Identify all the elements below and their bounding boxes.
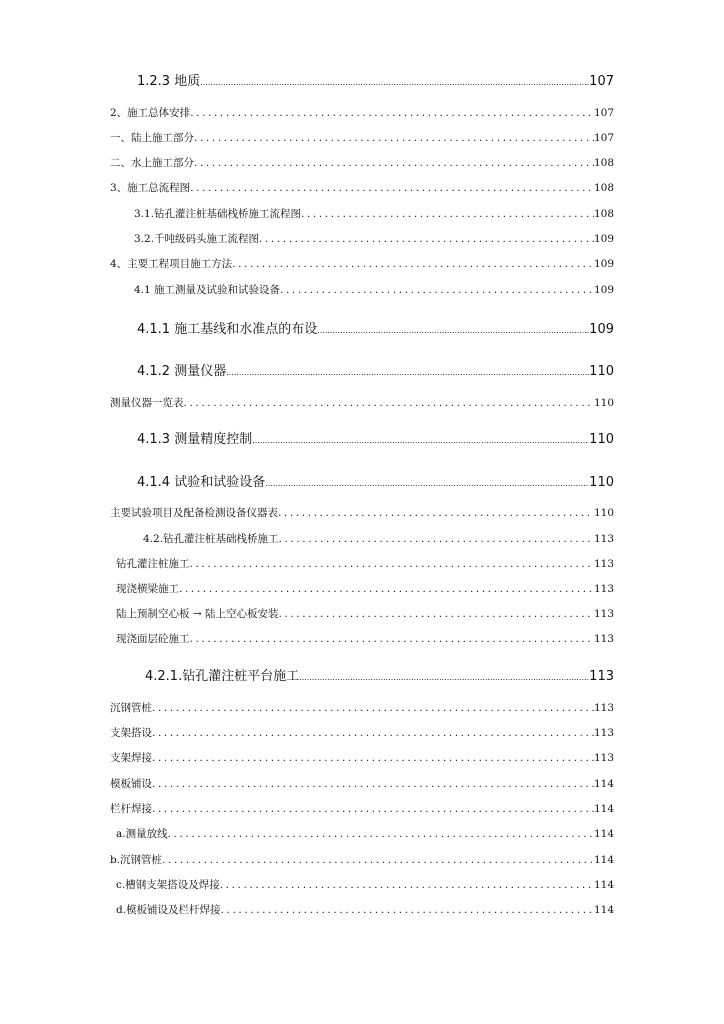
toc-leader — [152, 702, 594, 714]
toc-entry-title: b.沉钢管桩 — [110, 854, 163, 866]
toc-entry-page: 113 — [593, 752, 614, 764]
toc-entry-title: 支架搭设 — [110, 727, 152, 739]
toc-leader — [184, 397, 594, 409]
toc-entry — [143, 531, 614, 546]
toc-leader — [179, 583, 594, 595]
toc-entry-title: 3、施工总流程图 — [110, 182, 191, 194]
toc-entry-title: 3.1.钻孔灌注桩基础栈桥施工流程图 — [134, 208, 302, 220]
toc-entry — [116, 902, 614, 917]
toc-entry-page: 114 — [593, 854, 614, 866]
toc-entry-page: 114 — [593, 904, 614, 916]
toc-entry — [134, 206, 614, 221]
toc-entry-page: 114 — [593, 828, 614, 840]
toc-leader — [280, 284, 594, 296]
toc-entry-page: 110 — [593, 397, 614, 409]
toc-entry-title: c.槽钢支架搭设及焊接 — [116, 879, 220, 891]
toc-entry-page: 113 — [593, 727, 614, 739]
toc-entry-title: d.模板铺设及栏杆焊接 — [116, 904, 221, 916]
toc-entry-title: 2、施工总体安排 — [110, 107, 191, 119]
toc-entry-page: 113 — [593, 608, 614, 620]
toc-entry-page: 110 — [593, 507, 614, 519]
toc-entry — [137, 360, 614, 379]
toc-entry — [137, 471, 614, 490]
toc-entry-title: 4.1.2 测量仪器 — [137, 364, 227, 379]
toc-entry-title: 现浇面层砼施工 — [116, 633, 190, 645]
toc-entry-page: 108 — [593, 182, 614, 194]
toc-entry-title: 模板铺设 — [110, 778, 152, 790]
toc-entry — [134, 231, 614, 246]
toc-entry — [110, 505, 614, 520]
toc-entry-title: 栏杆焊接 — [110, 803, 152, 815]
toc-entry-page: 110 — [589, 432, 614, 447]
toc-entry — [137, 428, 614, 447]
toc-leader — [152, 752, 594, 764]
toc-leader — [194, 132, 594, 144]
toc-entry-title: 4、主要工程项目施工方法 — [110, 258, 233, 270]
toc-entry-title: 1.2.3 地质 — [137, 74, 201, 89]
toc-leader — [259, 233, 594, 245]
toc-entry — [110, 700, 614, 715]
toc-leader — [168, 828, 594, 840]
toc-entry-title: 测量仪器一览表 — [110, 397, 184, 409]
toc-entry — [116, 826, 614, 841]
toc-entry — [110, 180, 614, 195]
toc-entry — [110, 130, 614, 145]
toc-entry-title: 4.1 施工测量及试验和试验设备 — [134, 284, 281, 296]
toc-leader — [194, 157, 594, 169]
toc-entry-page: 109 — [589, 322, 614, 337]
toc-entry-title: 4.1.4 试验和试验设备 — [137, 475, 266, 490]
toc-entry-page: 108 — [593, 157, 614, 169]
toc-entry — [110, 801, 614, 816]
toc-entry-title: 钻孔灌注桩施工 — [116, 558, 190, 570]
toc-leader — [278, 608, 593, 620]
toc-entry-title: 现浇横梁施工 — [116, 583, 179, 595]
toc-entry-title: 4.1.3 测量精度控制 — [137, 432, 253, 447]
toc-entry-title: 4.2.钻孔灌注桩基础栈桥施工 — [143, 533, 279, 545]
toc-entry-page: 113 — [593, 533, 614, 545]
toc-entry — [110, 750, 614, 765]
toc-leader — [265, 479, 589, 488]
toc-entry — [110, 256, 614, 271]
toc-leader — [190, 633, 594, 645]
toc-entry-page: 107 — [589, 74, 614, 89]
toc-entry-title: 4.2.1.钻孔灌注桩平台施工 — [145, 669, 300, 684]
toc-entry — [110, 155, 614, 170]
toc-leader — [317, 326, 589, 335]
toc-entry-title: 二、水上施工部分 — [110, 157, 194, 169]
toc-entry-page: 108 — [593, 208, 614, 220]
toc-leader — [232, 258, 594, 270]
toc-leader — [152, 803, 594, 815]
toc-entry — [137, 70, 614, 89]
toc-entry-page: 113 — [593, 702, 614, 714]
toc-entry-page: 113 — [593, 583, 614, 595]
toc-entry-title: 支架焊接 — [110, 752, 152, 764]
toc-entry — [116, 877, 614, 892]
toc-entry — [110, 105, 614, 120]
toc-entry-page: 113 — [589, 669, 614, 684]
toc-entry — [137, 318, 614, 337]
toc-entry — [110, 776, 614, 791]
toc-entry-title: a.测量放线 — [116, 828, 168, 840]
toc-entry-page: 113 — [593, 633, 614, 645]
toc-leader — [279, 533, 594, 545]
toc-entry-title: 4.1.1 施工基线和水准点的布设 — [137, 322, 318, 337]
toc-entry-page: 109 — [593, 233, 614, 245]
toc-leader — [152, 778, 594, 790]
toc-entry-page: 114 — [593, 879, 614, 891]
toc-entry — [145, 665, 614, 684]
toc-leader — [190, 558, 594, 570]
toc-leader — [200, 78, 589, 87]
toc-entry-page: 109 — [593, 284, 614, 296]
toc-entry-title: 一、陆上施工部分 — [110, 132, 194, 144]
toc-entry-page: 110 — [589, 364, 614, 379]
toc-entry-page: 107 — [593, 107, 614, 119]
toc-entry-page: 110 — [589, 475, 614, 490]
toc-leader — [278, 507, 594, 519]
toc-entry-page: 107 — [593, 132, 614, 144]
toc-entry — [116, 581, 614, 596]
toc-entry-title: 沉钢管桩 — [110, 702, 152, 714]
toc-leader — [220, 879, 594, 891]
toc-entry-page: 109 — [593, 258, 614, 270]
toc-leader — [190, 182, 594, 194]
toc-entry — [116, 631, 614, 646]
toc-leader — [162, 854, 594, 866]
toc-leader — [152, 727, 594, 739]
toc-entry-title: 3.2.千吨级码头施工流程图 — [134, 233, 260, 245]
toc-entry-page: 114 — [593, 803, 614, 815]
toc-entry — [116, 556, 614, 571]
toc-entry-title: 主要试验项目及配备检测设备仪器表 — [110, 507, 278, 519]
toc-entry — [110, 395, 614, 410]
toc-leader — [252, 436, 589, 445]
toc-leader — [301, 208, 594, 220]
toc-entry — [110, 725, 614, 740]
toc-entry-title: 陆上预制空心板 → 陆上空心板安装 — [116, 608, 279, 620]
toc-entry-page: 114 — [593, 778, 614, 790]
toc-entry-page: 113 — [593, 558, 614, 570]
toc-leader — [190, 107, 594, 119]
toc-leader — [226, 368, 589, 377]
toc-entry — [134, 282, 614, 297]
toc-entry — [116, 606, 614, 621]
toc-leader — [299, 673, 589, 682]
toc-entry — [110, 852, 614, 867]
toc-leader — [221, 904, 594, 916]
